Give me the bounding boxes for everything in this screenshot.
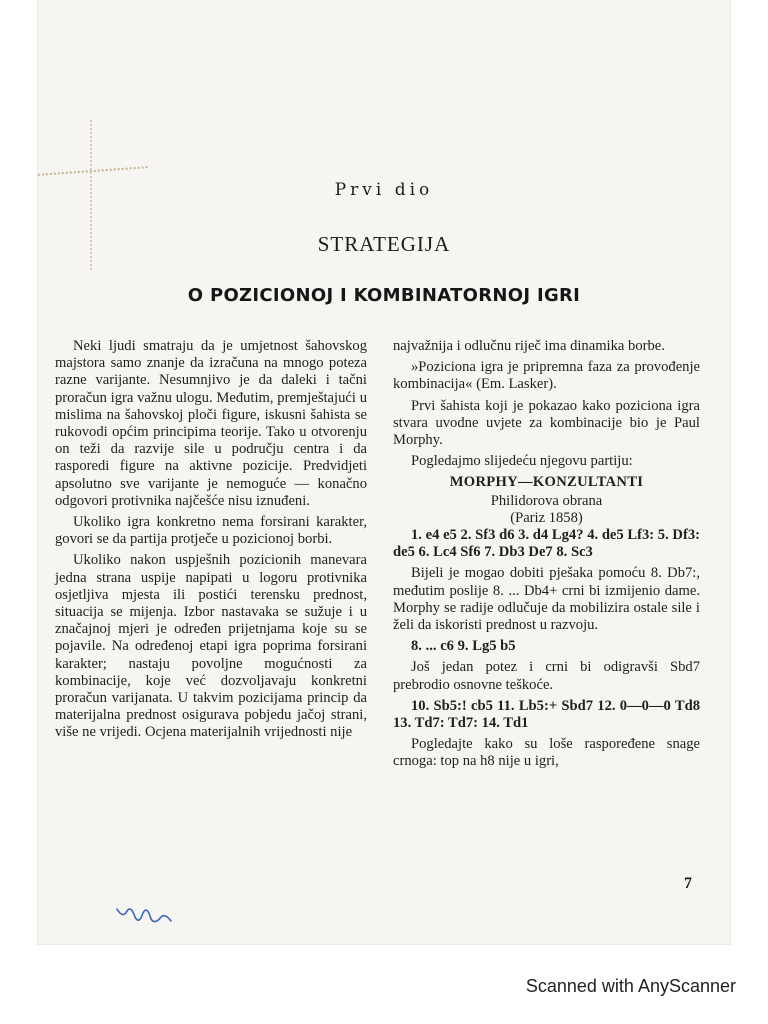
comment: Pogledajte kako su loše raspoređene snage crnoga: top na h8 nije u igri, — [393, 736, 700, 770]
page-number: 7 — [684, 875, 692, 892]
move-list: 10. Sb5:! cb5 11. Lb5:+ Sbd7 12. 0—0—0 Td8 13. Td7: Td7: 14. Td1 — [393, 697, 700, 732]
paragraph: »Poziciona igra je pripremna faza za provođenje kombinacija« (Em. Lasker). — [393, 359, 700, 393]
chapter-title: O POZICIONOJ I KOMBINATORNOJ IGRI — [187, 285, 581, 306]
paragraph: Pogledajmo slijedeću njegovu partiju: — [411, 453, 633, 470]
left-column — [55, 338, 367, 746]
scanner-watermark: Scanned with AnyScanner — [525, 976, 736, 996]
comment: Još jedan potez i crni bi odigravši Sbd7 prebrodio osnovne teškoće. — [393, 659, 700, 693]
paragraph: Neki ljudi smatraju da je umjetnost šahovskog majstora samo znanje da izračuna na mnogo poteza razne varijante. Nesumnjivo je da daleki i tačni proračun igra važnu ulogu. Međutim, premještajući u mislima na šahovskoj ploči figure, iskusni šahista se rukovodi općim principima teorije. Tako u otvorenju on teži da razvije sile u području centra i da rasporedi figure na aktivne pozicije. Predvidjeti apsolutno sve varijante je nemoguće — konačno odgovori protivnika najčešće nisu iznuđeni. — [55, 338, 367, 509]
move-list: 1. e4 e5 2. Sf3 d6 3. d4 Lg4? 4. de5 Lf3: 5. Df3: de5 6. Lc4 Sf6 7. Db3 De7 8. Sc3 — [393, 527, 700, 561]
paragraph: Ukoliko nakon uspješnih pozicionih manevara jedna strana uspije napipati u logoru protivnika osjetljiva mjesta ili postići terensku prednost, situacija se mijenja. Izbor nastavaka se sužuje i u značajnoj mjeri je određen prijetnjama koje su se pojavile. Na određenoj etapi igra poprima forsirani karakter; nastaju povoljne mogućnosti za kombinacije, koje već dozvoljavaju konkretni proračun varijanata. U takvim pozicijama princip da materijalna prednost osigurava pobjedu jačoj strani, više ne vrijedi. Ocjena materijalnih vrijednosti nije — [55, 552, 367, 741]
comment: Bijeli je mogao dobiti pješaka pomoću 8. Db7:, međutim poslije 8. ... Db4+ crni bi izmijenio dame. Morphy se radije odlučuje da mobilizira ostale sile i želi da iskoristi prednost u razvoju. — [393, 565, 700, 634]
paragraph: najvažnija i odlučnu riječ ima dinamika borbe. — [393, 338, 665, 354]
move-list: 8. ... c6 9. Lg5 b5 — [411, 638, 516, 655]
pen-scribble — [115, 897, 175, 927]
game-place: (Pariz 1858) — [510, 509, 583, 526]
paragraph: Prvi šahista koji je pokazao kako poziciona igra stvara uvodne uvjete za kombinacije bio je Paul Morphy. — [393, 397, 700, 449]
paragraph: Ukoliko igra konkretno nema forsirani karakter, govori se da partija protječe u pozicionoj borbi. — [55, 514, 367, 548]
section-title: STRATEGIJA — [317, 232, 451, 256]
right-column — [393, 338, 700, 775]
part-title: Prvi dio — [334, 180, 434, 200]
game-opening: Philidorova obrana — [490, 492, 603, 509]
game-title: MORPHY—KONZULTANTI — [449, 474, 644, 491]
